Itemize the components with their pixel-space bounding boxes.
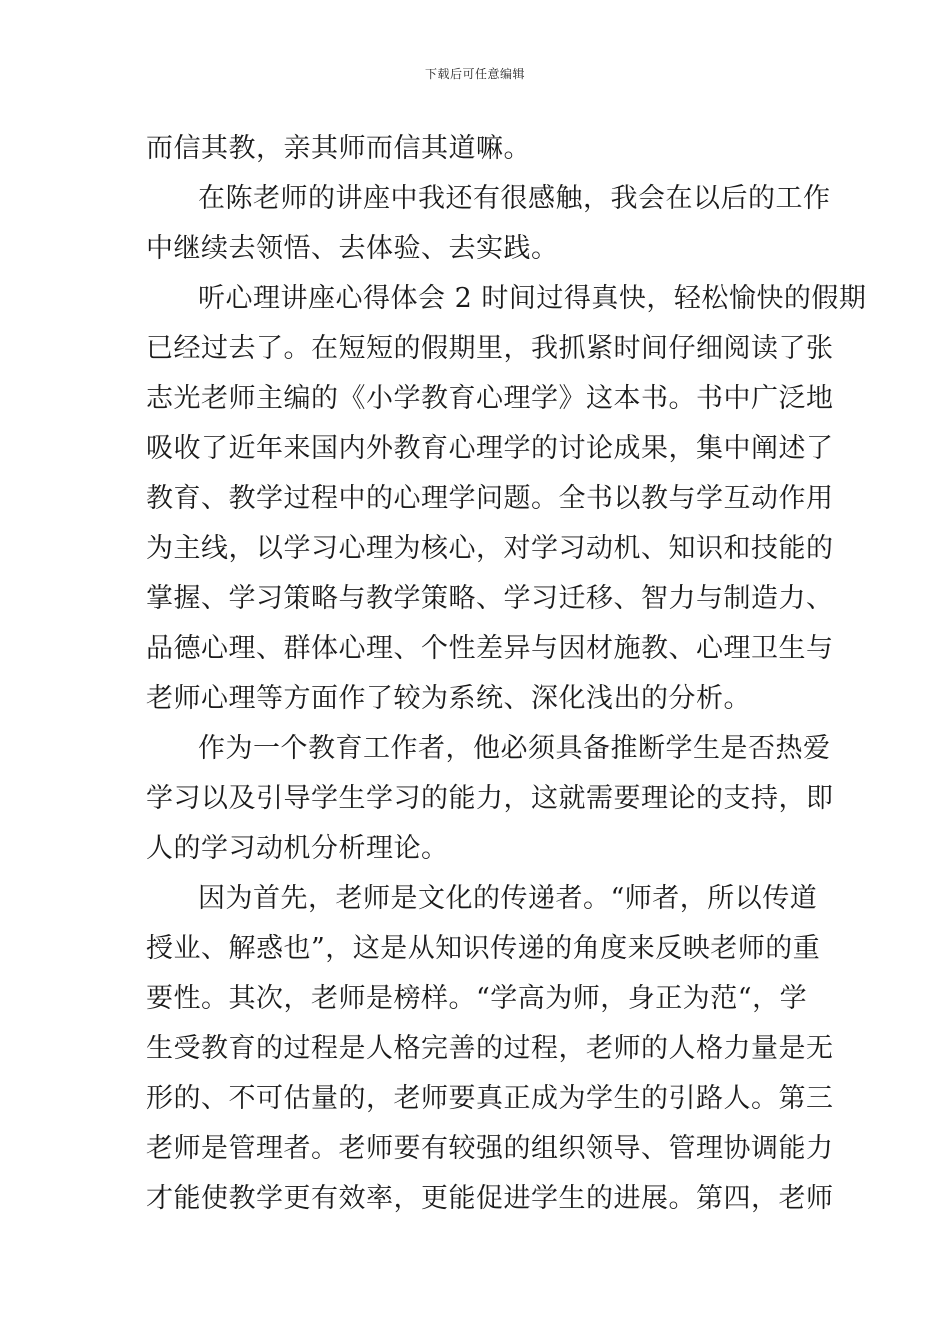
page-header: 下载后可任意编辑 (424, 67, 525, 81)
paragraph (146, 724, 834, 874)
paragraph (146, 124, 811, 174)
text-line: 因为首先，老师是文化的传递者。“师者，所以传道 (198, 883, 818, 914)
paragraph (146, 174, 831, 274)
text-line: 掌握、学习策略与教学策略、学习迁移、智力与制造力、 (146, 583, 834, 614)
paragraph (146, 874, 834, 1224)
text-line: 才能使教学更有效率，更能促进学生的进展。第四，老师 (146, 1183, 834, 1214)
text-line: 听心理讲座心得体会 2 时间过得真快，轻松愉快的假期 (198, 283, 867, 314)
text-line: 作为一个教育工作者，他必须具备推断学生是否热爱 (198, 733, 831, 764)
text-line: 要性。其次，老师是榜样。“学高为师，身正为范“，学 (146, 983, 808, 1014)
text-line: 老师心理等方面作了较为系统、深化浅出的分析。 (146, 683, 751, 714)
text-line: 志光老师主编的《小学教育心理学》这本书。书中广泛地 (146, 383, 834, 414)
text-line: 老师是管理者。老师要有较强的组织领导、管理协调能力 (146, 1133, 834, 1164)
text-line: 形的、不可估量的，老师要真正成为学生的引路人。第三 (146, 1083, 834, 1114)
text-line: 中继续去领悟、去体验、去实践。 (146, 233, 559, 264)
text-line: 而信其教，亲其师而信其道嘛。 (146, 133, 531, 164)
document-body (146, 124, 867, 1224)
text-line: 已经过去了。在短短的假期里，我抓紧时间仔细阅读了张 (146, 333, 834, 364)
text-line: 教育、教学过程中的心理学问题。全书以教与学互动作用 (146, 483, 834, 514)
text-line: 授业、解惑也”，这是从知识传递的角度来反映老师的重 (146, 933, 821, 964)
text-line: 在陈老师的讲座中我还有很感触，我会在以后的工作 (198, 183, 831, 214)
text-line: 学习以及引导学生学习的能力，这就需要理论的支持，即 (146, 783, 834, 814)
paragraph (146, 274, 867, 724)
text-line: 吸收了近年来国内外教育心理学的讨论成果，集中阐述了 (146, 433, 834, 464)
text-line: 人的学习动机分析理论。 (146, 833, 449, 864)
text-line: 为主线，以学习心理为核心，对学习动机、知识和技能的 (146, 533, 834, 564)
text-line: 生受教育的过程是人格完善的过程，老师的人格力量是无 (146, 1033, 834, 1064)
text-line: 品德心理、群体心理、个性差异与因材施教、心理卫生与 (146, 633, 834, 664)
